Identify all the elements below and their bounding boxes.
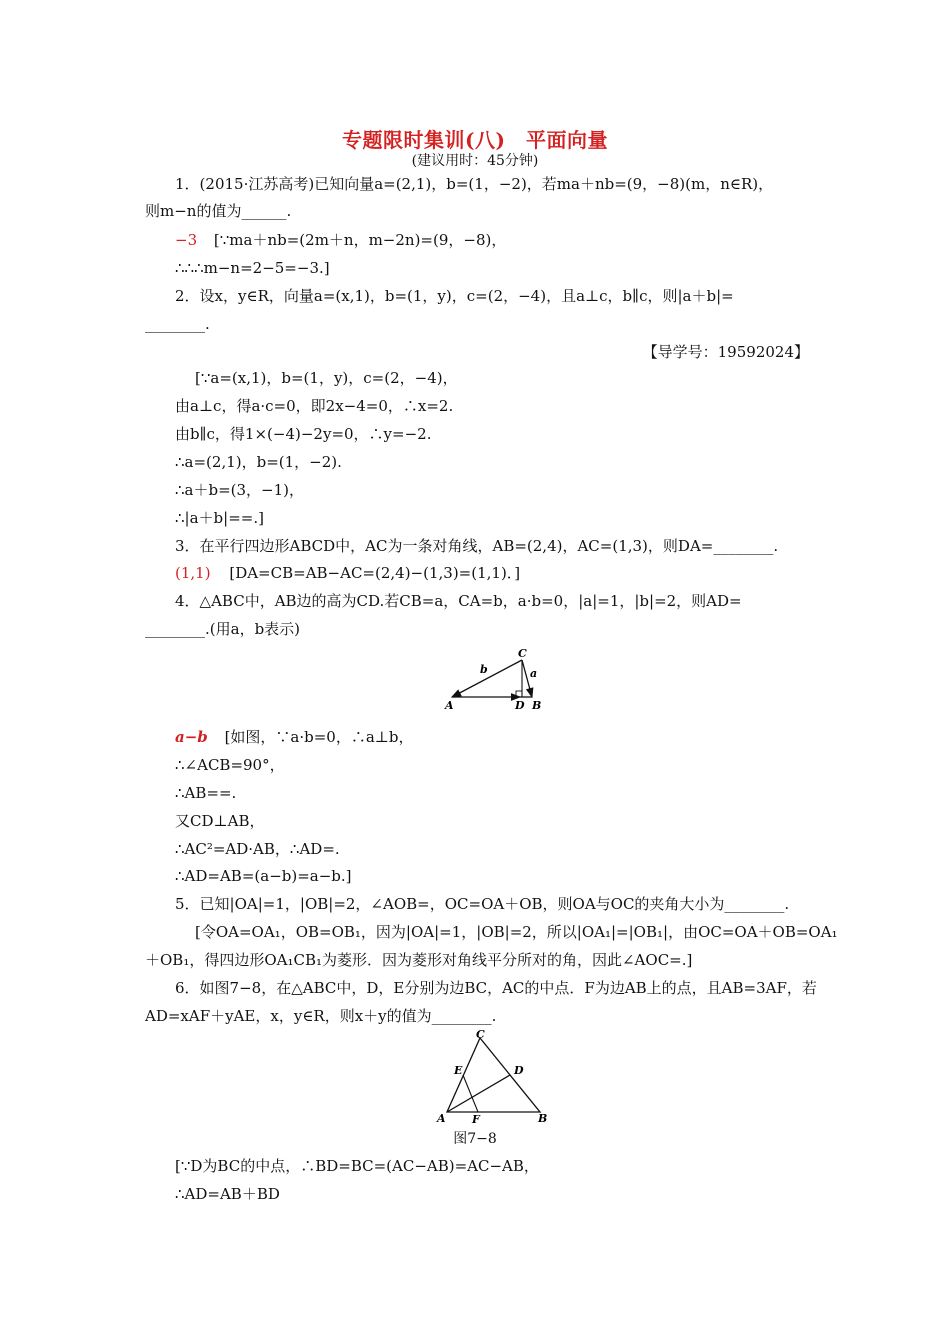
label-c: C xyxy=(518,647,527,660)
label-d: D xyxy=(514,1064,524,1077)
page-subtitle: (建议用时：45分钟) xyxy=(411,153,539,169)
q6-sol1: [∵D为BC的中点，∴BD=BC=(AC−AB)=AC−AB， xyxy=(175,1157,539,1175)
q3-answer: (1,1) xyxy=(175,564,211,582)
label-point-b: B xyxy=(532,699,542,712)
q2-sol5: ∴a＋b=(3，−1)， xyxy=(175,481,305,499)
q4-line2: ________.(用a，b表示) xyxy=(145,620,301,638)
q4-sol3: ∴AB==. xyxy=(175,784,237,802)
label-b: B xyxy=(538,1112,548,1125)
q1-solution2: ∴∴∴m−n=2−5=−3.] xyxy=(175,259,330,277)
q2-sol4: ∴a=(2,1)，b=(1，−2). xyxy=(175,453,342,471)
label-b: b xyxy=(480,663,488,676)
q4-sol5: ∴AC²=AD·AB，∴AD=. xyxy=(175,840,340,858)
label-a: a xyxy=(530,667,538,680)
q6-line1: 6．如图7−8，在△ABC中，D，E分别为边BC，AC的中点．F为边AB上的点，且AB=3AF，若 xyxy=(175,979,817,997)
label-f: F xyxy=(472,1113,480,1125)
segment-fe xyxy=(463,1075,478,1112)
label-c: C xyxy=(476,1030,485,1041)
q2-sol2: 由a⊥c，得a·c=0，即2x−4=0，∴x=2. xyxy=(175,397,454,415)
q1-answer: −3 xyxy=(175,231,198,249)
label-point-a: A xyxy=(445,699,454,712)
q4-sol6: ∴AD=AB=(a−b)=a−b.] xyxy=(175,867,352,885)
label-e: E xyxy=(454,1064,463,1077)
q5-sol2: ＋OB₁，得四边形OA₁CB₁为菱形．因为菱形对角线平分所对的角，因此∠AOC=.] xyxy=(145,951,693,969)
q3-solution: [DA=CB=AB−AC=(2,4)−(1,3)=(1,1)．] xyxy=(229,564,521,582)
q1-line2: 则m−n的值为______. xyxy=(145,202,292,220)
label-point-d: D xyxy=(515,699,525,712)
q5-line1: 5．已知|OA|=1，|OB|=2，∠AOB=，OC=OA＋OB，则OA与OC的夹角大小为________. xyxy=(175,895,790,913)
q2-line1: 2．设x，y∈R，向量a=(x,1)，b=(1，y)，c=(2，−4)，且a⊥c，b∥c，则|a＋b|= xyxy=(175,287,734,305)
q4-sol1: [如图，∵a·b=0，∴a⊥b， xyxy=(224,728,414,746)
guide-number: 【导学号：19592024】 xyxy=(642,343,809,361)
q4-line1: 4．△ABC中，AB边的高为CD.若CB=a，CA=b，a·b=0，|a|=1，|b|=2，则AD= xyxy=(175,592,742,610)
page-title: 专题限时集训(八) 平面向量 xyxy=(342,128,608,152)
q6-line2: AD=xAF＋yAE，x，y∈R，则x＋y的值为________. xyxy=(145,1007,497,1025)
q2-sol1: [∵a=(x,1)，b=(1，y)，c=(2，−4)， xyxy=(195,369,458,387)
label-a: A xyxy=(437,1112,446,1125)
triangle-figure-1 xyxy=(440,645,550,715)
figure-caption: 图7−8 xyxy=(453,1131,497,1147)
q4-answer: a−b xyxy=(175,728,208,746)
segment-ad xyxy=(447,1075,510,1112)
q2-sol6: ∴|a＋b|==.] xyxy=(175,509,264,527)
triangle-figure-7-8 xyxy=(430,1030,550,1125)
q1-solution1: [∵ma＋nb=(2m＋n，m−2n)=(9，−8)， xyxy=(213,231,507,249)
q3-line1: 3．在平行四边形ABCD中，AC为一条对角线，AB=(2,4)，AC=(1,3)，则DA=________. xyxy=(175,537,779,555)
q2-sol3: 由b∥c，得1×(−4)−2y=0，∴y=−2. xyxy=(175,425,432,443)
q4-sol2: ∴∠ACB=90°， xyxy=(175,756,285,774)
q1-line1: 1．(2015·江苏高考)已知向量a=(2,1)，b=(1，−2)，若ma＋nb=(9，−8)(m，n∈R)， xyxy=(175,175,774,193)
q6-sol2: ∴AD=AB＋BD xyxy=(175,1185,280,1203)
q2-line2: ________. xyxy=(145,315,210,333)
q4-sol4: 又CD⊥AB， xyxy=(175,812,265,830)
q5-sol1: [令OA=OA₁，OB=OB₁，因为|OA|=1，|OB|=2，所以|OA₁|=|OB₁|，由OC=OA＋OB=OA₁ xyxy=(195,923,838,941)
